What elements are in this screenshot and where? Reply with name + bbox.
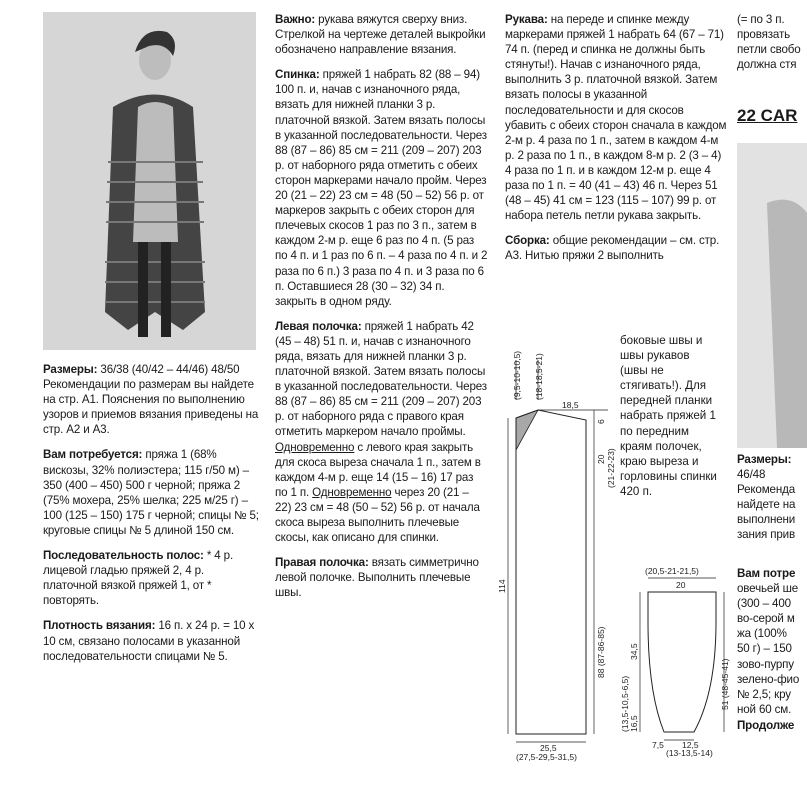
back-value: пряжей 1 набрать 82 (88 – 94) 100 п. и, начав с изнаночного ряда, вязать для нижней планки 3 р. платочной вязкой. Затем вязать полосы в указанной последовательности. Через 88 (87 – 86) 85 см = 211 (209 – 207) 203 р. от наборного ряда отметить с обеих сторон маркерами начало пройм. Через 20 (21 – 22) 23 см = 48 (50 – 52) 56 р. от маркеров закрыть с обеих сторон для плечевых скосов 1 раз по 3 п., затем в каждом 2-м р. еще 6 раз по 4 п. (5 раз по 4 п. и 1 раз по 6 п. – 4 раза по 4 п. и 2 раза по 6 п.) 3 раза по 4 п. и 3 раза по 6 п. Оставшиеся 28 (30 – 32) 34 п. закрыть в одном ряду. bbox=[275, 68, 488, 308]
col4-sizes-line-1: Размеры: bbox=[737, 453, 792, 466]
sleeve-left-dim-2: (13,5-10,5-6,5) bbox=[620, 675, 630, 732]
body-left-dim: 114 bbox=[497, 579, 507, 593]
col4-mat-line-7: зово-пурпу bbox=[737, 657, 794, 671]
sleeves-label: Рукава: bbox=[505, 13, 548, 26]
sleeve-right-dim: 51 (48-45-41) bbox=[720, 658, 730, 710]
sizes-value: 36/38 (40/42 – 44/46) 48/50 bbox=[100, 363, 240, 376]
back-label: Спинка: bbox=[275, 68, 320, 82]
col4-mat-line-3: (300 – 400 bbox=[737, 597, 791, 611]
sleeve-left-dim-1: 34,5 bbox=[629, 643, 639, 660]
sleeve-bottom-dim-3: (13-13,5-14) bbox=[666, 748, 713, 758]
body-bottom-dim-2: (27,5-29,5-31,5) bbox=[516, 752, 577, 762]
col4-mat-line-6: 50 г) – 150 bbox=[737, 642, 792, 656]
back-paragraph bbox=[275, 67, 488, 309]
right-front-paragraph bbox=[275, 555, 488, 600]
column-next-sizes bbox=[737, 452, 807, 543]
assembly-continuation bbox=[620, 333, 720, 499]
col4-sizes-line-5: выполнени bbox=[737, 513, 796, 527]
left-front-value-a: пряжей 1 набрать 42 (45 – 48) 51 п. и, начав с изнаночного ряда, вязать для нижней планки 3 р. платочной вязкой. Затем вязать полосы в указанной последовательности. Через 88 (87 – 86) 85 см = 211 (209 – 207) 203 р. от наборного ряда с правого края отметить маркером начало проймы. bbox=[275, 319, 487, 439]
col4-line-3: петли свобо bbox=[737, 43, 801, 57]
sizes-paragraph bbox=[43, 362, 261, 437]
sleeve-top-dim-2: 20 bbox=[676, 580, 686, 590]
body-top-dim-2: (18-18,5-21) bbox=[534, 353, 544, 400]
col4-mat-line-9: № 2,5; кру bbox=[737, 687, 791, 701]
important-value: рукава вяжутся сверху вниз. Стрелкой на чертеже деталей выкройки обозначено направление вязания. bbox=[275, 13, 486, 57]
column-sizes bbox=[43, 362, 261, 674]
model-photo bbox=[43, 12, 256, 350]
col4-mat-line-4: во-серой м bbox=[737, 612, 795, 626]
materials-paragraph bbox=[43, 447, 261, 538]
col4-sizes-line-6: зания прив bbox=[737, 528, 796, 542]
sleeve-left-dim-3: 16,5 bbox=[629, 715, 639, 732]
body-top-dim-3: 18,5 bbox=[562, 400, 579, 410]
sizes-note: Рекомендации по размерам вы найдете на стр. А1. Пояснения по выполнению узоров и приемов вязания приведены на стр. А2 и А3. bbox=[43, 378, 259, 437]
right-front-label: Правая полочка: bbox=[275, 556, 369, 570]
assembly-value-a: общие рекомендации – см. стр. А3. Нитью пряжи 2 выполнить bbox=[505, 234, 720, 263]
assembly-label: Сборка: bbox=[505, 234, 550, 248]
col4-sizes-line-3: Рекоменда bbox=[737, 483, 796, 497]
body-schematic bbox=[497, 338, 620, 762]
stripes-paragraph bbox=[43, 548, 261, 608]
column-sleeves bbox=[505, 12, 727, 264]
col4-mat-line-8: зелено-фио bbox=[737, 672, 800, 686]
body-right-dim-1: 6 bbox=[596, 419, 606, 424]
col4-mat-line-1: Вам потре bbox=[737, 567, 796, 580]
col4-line-2: провязать bbox=[737, 28, 790, 42]
materials-value: пряжа 1 (68% вискозы, 32% полиэстера; 115 г/50 м) – 350 (400 – 450) 500 г черной; пряжа 2 (75% мохера, 25% шелка; 225 м/25 г) – 100 (125 – 150) 175 г черной; спицы № 5; круговые спицы № 5 длиной 150 см. bbox=[43, 448, 259, 537]
continued-note bbox=[737, 718, 807, 733]
stripes-label: Последовательность полос: bbox=[43, 549, 204, 563]
col4-line-4: должна стя bbox=[737, 58, 797, 72]
sizes-label: Размеры: bbox=[43, 363, 98, 376]
model-photo-2 bbox=[737, 143, 807, 448]
materials-label: Вам потребуется: bbox=[43, 448, 143, 462]
gauge-paragraph bbox=[43, 618, 261, 663]
sleeves-value: на переде и спинке между маркерами пряжей 1 набрать 64 (67 – 71) 74 п. (перед и спинка не должны быть стянуты!). Начав с изнаночного ряда, выполнить 3 р. платочной вязкой. Затем вязать полосы в указанной последовательности и для скосов убавить с обеих сторон сначала в каждом 2-м р. 4 раза по 1 п., затем в каждом 4-м р. 2 раза по 1 п., в каждом 8-м р. 2 (3 – 4) 4 раза по 1 п. и в каждом 12-м р. еще 4 раза по 1 п. = 40 (41 – 43) 46 п. Через 51 (48 – 45) 41 см = 123 (115 – 107) 99 р. от набора петель петли рукава закрыть. bbox=[505, 13, 727, 223]
sleeve-top-dim-1: (20,5-21-21,5) bbox=[645, 566, 699, 576]
body-right-dim-3: (21-22-23) bbox=[606, 448, 616, 488]
pattern-22-heading: 22 CAR bbox=[737, 106, 798, 125]
left-front-value-c: через 20 (21 – 22) 23 см = 48 (50 – 52) 56 р. от начала скоса выреза выполнить плечевые скосы, как описано для спинки. bbox=[275, 485, 480, 545]
assembly-value-b: боковые швы и швы рукавов (швы не стягивать!). Для передней планки набрать пряжей 1 по передним краям полочек, краю выреза и горловины спинки 420 п. bbox=[620, 334, 717, 498]
body-bottom-dim-1: 25,5 bbox=[540, 743, 557, 753]
sleeve-bottom-dim-2: 12,5 bbox=[682, 740, 699, 750]
right-front-value: вязать симметрично левой полочке. Выполнить плечевые швы. bbox=[275, 556, 479, 600]
left-front-label: Левая полочка: bbox=[275, 319, 362, 333]
col4-mat-line-5: жа (100% bbox=[737, 627, 787, 641]
gauge-value: 16 п. х 24 р. = 10 х 10 см, связано полосами в указанной последовательности спицами № 5. bbox=[43, 619, 255, 663]
column-instructions bbox=[275, 12, 488, 610]
gauge-label: Плотность вязания: bbox=[43, 619, 156, 633]
left-front-paragraph bbox=[275, 319, 488, 545]
col4-line-1: (= по 3 п. bbox=[737, 13, 785, 26]
continued-text: Продолже bbox=[737, 719, 795, 732]
column-next-pattern bbox=[737, 12, 807, 72]
body-right-dim-4: 88 (87-86-85) bbox=[596, 626, 606, 678]
body-right-dim-2: 20 bbox=[596, 454, 606, 464]
col4-mat-line-2: овечьей ше bbox=[737, 582, 799, 596]
sleeve-bottom-dim-1: 7,5 bbox=[652, 740, 664, 750]
simultaneously-2: Одновременно bbox=[312, 485, 392, 499]
col4-mat-line-10: ной 60 см. bbox=[737, 702, 792, 716]
simultaneously-1: Одновременно bbox=[275, 440, 355, 454]
left-front-value-b: с левого края закрыть для скоса выреза сначала 1 п., затем в каждом 4-м р. еще 14 (15 – 16) 17 раз по 1 п. bbox=[275, 440, 481, 499]
assembly-paragraph bbox=[505, 233, 727, 263]
stripes-value: * 4 р. лицевой гладью пряжей 2, 4 р. платочной вязкой пряжей 1, от * повторять. bbox=[43, 549, 234, 608]
important-paragraph bbox=[275, 12, 488, 57]
col4-sizes-line-2: 46/48 bbox=[737, 468, 766, 482]
sleeves-paragraph bbox=[505, 12, 727, 223]
body-top-dim-1: (9,5-10-10,5) bbox=[512, 350, 522, 400]
important-label: Важно: bbox=[275, 13, 316, 26]
col4-sizes-line-4: найдете на bbox=[737, 498, 796, 512]
column-next-materials bbox=[737, 566, 807, 717]
sleeve-schematic bbox=[612, 560, 730, 756]
